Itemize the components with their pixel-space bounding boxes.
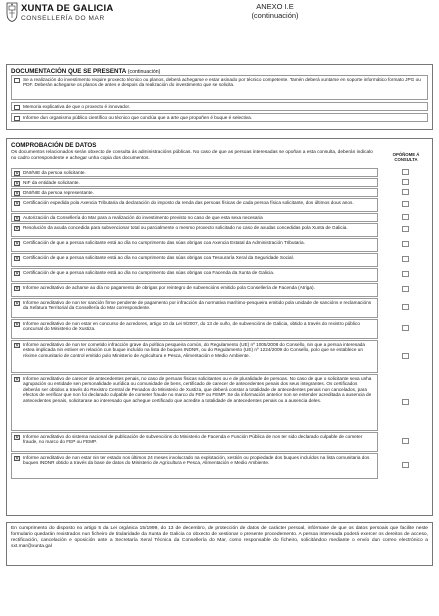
brand-subtitle: CONSELLERÍA DO MAR [21,15,105,22]
oppose-checkbox[interactable] [402,399,409,405]
verification-checkbox[interactable]: ✕ [15,180,20,187]
oppose-checkbox[interactable] [402,241,409,247]
oppose-checkbox[interactable] [402,214,409,220]
verification-checkbox[interactable]: ✕ [15,376,20,383]
verification-item [11,253,378,267]
oppose-checkbox[interactable] [402,286,409,292]
oppose-column-header: OPÓÑOME Á CONSULTA [392,152,420,163]
verification-item [11,374,378,431]
verification-checkbox[interactable]: ✕ [15,255,20,262]
documentation-section [6,64,433,130]
oppose-checkbox[interactable] [402,169,409,175]
verification-checkbox[interactable]: ✕ [15,240,20,247]
verification-item [11,432,378,452]
verification-item [11,268,378,282]
document-checkbox[interactable] [14,78,20,84]
verification-checkbox[interactable]: ✕ [15,321,20,328]
oppose-checkbox[interactable] [402,256,409,262]
verification-item [11,198,378,212]
documentation-item-text: Informe dun organismo público científico ou técnico que conclúa que a arte que propoñen é buque é selectiva. [23,114,253,120]
verification-item [11,238,378,252]
verification-item-text: Informe acreditativo de carecer de antecedentes penais, no caso de persoas físicas solicitantes ou e de pluralidade de persoas. No caso de que o solicitante sexa unha agrupación ou entidade sen personalidade xurídica ou comunidade de bens, certificado de carecer de antecedentes penais dos seus integrantes. Os certificados deberán ser obtidos a través do Rexistro Central de Penados do Ministerio de Xustiza, que deberá constar a totalidade de antecedentes penais non cancelados, para efectos de verificar que non foi declarado culpable de cometer fraude no marco do FEP ou FEMP. Se da información anterior non se entender acreditada a ausencia de antecedentes penais, solicitarase ao interesado que achegue certificado que acredite a totalidade de antecedentes penais ou a ausencia deles. [23,375,372,403]
verification-item-text: Informe acreditativo do sistema nacional de publicación de subvencións do Ministerio de Facenda e Función Pública de non ter sido declarado culpable de cometer fraude, no marco do FEP ou FEMP. [23,433,363,445]
verification-checkbox[interactable]: ✕ [15,300,20,307]
verification-section [6,138,433,516]
verification-item-text: Resolución da axuda concedida para subvencionar total ou parcialmente o mesmo proxecto solicitado no caso de axudas concedidas pola Xunta de Galicia. [23,224,348,230]
oppose-checkbox[interactable] [402,353,409,359]
verification-checkbox[interactable]: ✕ [15,455,20,462]
data-protection-notice: En cumprimento do disposto no artigo 5 da Lei orgánica 15/1999, do 13 de decembro, de protección de datos de carácter persoal, infórmase de que os datos persoais que facilite neste formulario quedarán rexistrados nun ficheiro de titularidade da Xunta de Galicia co obxecto de xestionar o presente procedemento. A persoa interesada poderá exercer os dereitos de acceso, rectificación, cancelación e oposición ante a Secretaría Xeral Técnica da Consellería do Mar, como responsable do ficheiro, solicitándoo mediante o envío dun correo electrónico a sxt.mar@xunta.gal [6,522,433,566]
verification-item [11,319,378,339]
verification-item [11,298,378,318]
documentation-title: DOCUMENTACIÓN QUE SE PRESENTA (continuación) [11,68,161,75]
verification-item [11,223,378,237]
oppose-checkbox[interactable] [402,438,409,444]
document-header [6,2,433,42]
verification-checkbox[interactable]: ✕ [15,270,20,277]
documentation-item [11,75,428,100]
oppose-checkbox[interactable] [402,201,409,207]
verification-item [11,178,378,187]
verification-item-text: Certificación expedida pola Axencia Tributaria da declaración do imposto da renda das persoas físicas de cada persoa física solicitante, dos últimos dous anos. [23,199,354,205]
verification-item [11,340,378,373]
oppose-checkbox[interactable] [402,271,409,277]
oppose-checkbox[interactable] [402,179,409,185]
verification-item-text: Informe acreditativo de non estar en concurso de acredores, artigo 10 da Lei 9/2007, do 13 de xuño, de subvencións de Galicia, obtido a través do rexistro público concursal do Ministerio de Xustiza. [23,320,360,332]
verification-checkbox[interactable]: ✕ [15,190,20,197]
documentation-item-text: Memoria explicativa de que o proxecto é innovador. [23,103,131,109]
oppose-checkbox[interactable] [402,304,409,310]
documentation-item [11,113,428,122]
verification-item-text: Certificación de que a persoa solicitante está ao día no cumprimento das súas obrigas coa Facenda da Xunta de Galicia. [23,269,275,275]
verification-item-text: Autorización da Consellería do Mar para a realización do investimento previsto no caso de que esta sexa necesaria [23,214,263,220]
verification-item-text: Informe acreditativo de non estar nin ter estado nos últimos 24 meses involucrado na explotación, xestión ou propiedade dos buques incluídos na lista comunitaria dos buques INDNR obtido a través da base de datos do Ministerio de Agricultura e Pesca, Alimentación e Medio Ambiente. [23,454,370,466]
annex-subtitle: (continuación) [251,10,299,20]
verification-item-text: Informe acreditativo de non ter cometido infracción grave da política pesqueira común, do Regulamento (UE) nº 1005/2008 do Consello, nin que a persoa interesada estea implicada nin estiver en relación cun buque incluído na lista de buques INDNR, ou do Regulamento (UE) nº 1224/2009 do Consello, polo que se establece un réxime comunitario de control emitido polo Ministerio de Agricultura e Pesca, Alimentación e Medio Ambiente. [23,341,366,358]
annex-title: ANEXO I.E [256,2,294,11]
verification-item-text: DNI/NIE da persoa solicitante. [23,169,86,175]
verification-item [11,453,378,479]
brand-title: XUNTA DE GALICIA [21,3,114,14]
oppose-checkbox[interactable] [402,462,409,468]
verification-item-text: NIF da entidade solicitante. [23,179,80,185]
annex-heading [235,3,315,20]
oppose-checkbox[interactable] [402,189,409,195]
verification-checkbox[interactable]: ✕ [15,215,20,222]
oppose-checkbox[interactable] [402,226,409,232]
brand-block [21,3,113,22]
verification-item [11,188,378,197]
verification-checkbox[interactable]: ✕ [15,434,20,441]
verification-title: COMPROBACIÓN DE DATOS [11,142,97,149]
xunta-coat-of-arms-icon [6,2,18,22]
verification-intro: Os documentos relacionados serán obxecto de consulta ás administracións públicas. No caso de que as persoas interesadas se opoñan a esta consulta, deberán indicalo no cadro correspondente e achegar unha copia dos documentos. [11,150,373,161]
verification-item [11,213,378,222]
verification-item [11,283,378,297]
oppose-checkbox[interactable] [402,325,409,331]
verification-item-text: DNI/NIE da persoa representante. [23,189,94,195]
verification-checkbox[interactable]: ✕ [15,285,20,292]
verification-checkbox[interactable]: ✕ [15,200,20,207]
document-checkbox[interactable] [14,105,20,111]
verification-item-text: Certificación de que a persoa solicitante está ao día no cumprimento das súas obrigas coa Axencia Estatal da Administración Tributaria. [23,239,305,245]
document-checkbox[interactable] [14,116,20,122]
verification-checkbox[interactable]: ✕ [15,170,20,177]
verification-item [11,168,378,177]
documentation-item [11,102,428,111]
verification-item-text: Informe acreditativo de acharse ao día no pagamento de obrigas por reintegro de subvencións emitido pola Consellería de Facenda (Atriga). [23,284,315,290]
documentation-item-text: Se a realización do investimento require proxecto técnico ou planos, deberá achegarse e estar asinado por técnico competente. Tamén deberá xuntarse en soporte informático formato JPG ou PDF. Deberán achegarse os planos de antes e despois da realización do investimento que se solicita. [23,76,421,88]
verification-item-text: Certificación de que a persoa solicitante está ao día no cumprimento das súas obrigas coa Tesouraría Xeral da Seguridade Social. [23,254,294,260]
verification-checkbox[interactable]: ✕ [15,342,20,349]
verification-checkbox[interactable]: ✕ [15,225,20,232]
verification-item-text: Informe acreditativo de non ter sanción firme pendente de pagamento por infracción da normativa marítimo-pesqueira emitido pola unidade de sancións e reclamacións da Xefatura Territorial da Consellería do Mar correspondente. [23,299,372,311]
